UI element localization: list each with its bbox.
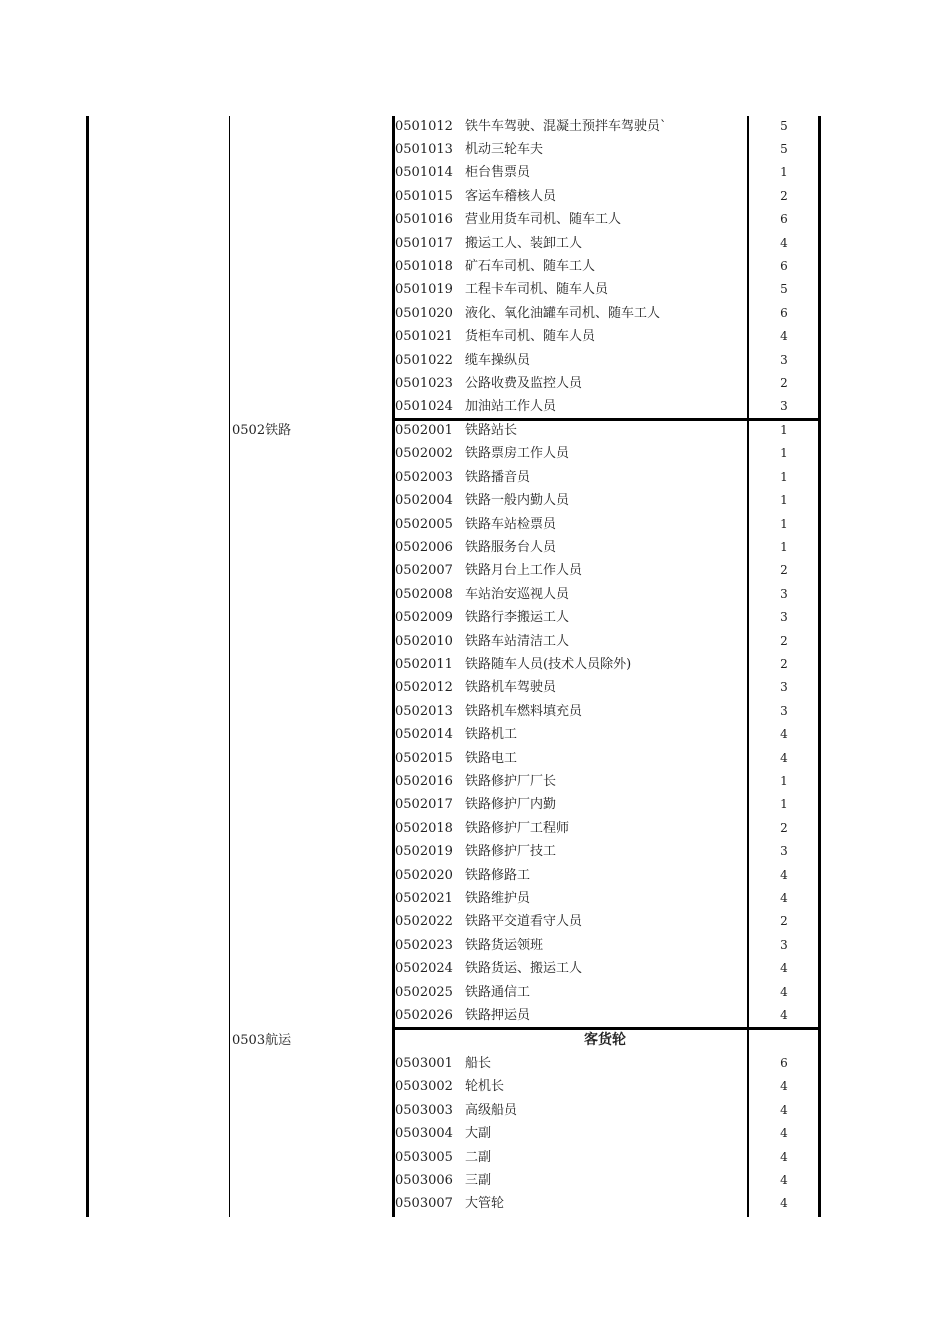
occupation-name: 铁路修路工 [465, 867, 531, 883]
occupation-code: 0502005 [395, 516, 453, 532]
occupation-name: 轮机长 [465, 1079, 505, 1095]
table-row [0, 676, 950, 699]
occupation-code: 0502006 [395, 540, 453, 555]
occupation-name: 铁路修护厂工程师 [465, 820, 570, 836]
occupation-code: 0502022 [395, 914, 453, 930]
table-row [0, 115, 950, 138]
risk-level: 5 [780, 141, 788, 156]
table-row [0, 747, 950, 770]
table-row [0, 161, 950, 184]
occupation-name: 铁路修护厂内勤 [465, 797, 557, 813]
risk-level: 1 [780, 423, 788, 437]
table-row [0, 1146, 950, 1169]
table-row [0, 372, 950, 395]
risk-level: 2 [780, 188, 788, 203]
risk-level: 4 [780, 961, 788, 976]
occupation-name: 铁路押运员 [465, 1008, 531, 1023]
occupation-name: 铁路车站检票员 [465, 516, 557, 532]
occupation-name: 铁路货运领班 [465, 937, 544, 953]
occupation-name: 二副 [465, 1149, 492, 1165]
table-row [0, 1075, 950, 1098]
table-row [0, 1004, 950, 1027]
occupation-code: 0502026 [395, 1008, 453, 1023]
risk-level: 1 [780, 446, 788, 461]
table-row [0, 793, 950, 816]
table-row [0, 887, 950, 910]
table-row [0, 981, 950, 1004]
occupation-code: 0503007 [395, 1196, 453, 1212]
risk-level: 3 [780, 844, 788, 859]
occupation-code: 0502004 [395, 493, 453, 509]
occupation-name: 货柜车司机、随车人员 [465, 329, 596, 345]
occupation-name: 公路收费及监控人员 [465, 375, 583, 391]
risk-level: 2 [780, 914, 788, 929]
table-row [0, 583, 950, 606]
occupation-name: 铁路车站清洁工人 [465, 633, 570, 649]
table-row [0, 723, 950, 746]
risk-level: 1 [780, 797, 788, 812]
occupation-name: 高级船员 [465, 1102, 518, 1118]
occupation-code: 0502016 [395, 774, 453, 789]
table-row [0, 1099, 950, 1122]
risk-level: 2 [780, 633, 788, 648]
occupation-code: 0503001 [395, 1056, 453, 1071]
risk-level: 3 [780, 399, 788, 414]
occupation-code: 0502015 [395, 750, 453, 766]
risk-level: 6 [780, 1056, 788, 1070]
risk-level: 4 [780, 1126, 788, 1141]
risk-level: 4 [780, 727, 788, 742]
occupation-code: 0502010 [395, 633, 453, 649]
risk-level: 3 [780, 586, 788, 601]
table-row [0, 817, 950, 840]
risk-level: 4 [780, 235, 788, 250]
table-row [0, 325, 950, 348]
risk-level: 1 [780, 493, 788, 508]
risk-level: 2 [780, 375, 788, 390]
table-row [0, 302, 950, 325]
occupation-name: 铁路机车燃料填充员 [465, 703, 583, 719]
table-row [0, 255, 950, 278]
table-row [0, 1192, 950, 1215]
table-row [0, 910, 950, 933]
table-row [0, 466, 950, 489]
occupation-name: 加油站工作人员 [465, 399, 557, 415]
risk-level: 4 [780, 1196, 788, 1211]
table-row [0, 559, 950, 582]
section-subheading: 客货轮 [584, 1032, 626, 1048]
risk-level: 4 [780, 750, 788, 765]
occupation-code: 0501023 [395, 375, 453, 391]
category-label: 0503航运 [232, 1033, 292, 1048]
occupation-code: 0501022 [395, 352, 453, 368]
risk-level: 2 [780, 563, 788, 578]
occupation-code: 0502025 [395, 984, 453, 1000]
occupation-name: 矿石车司机、随车工人 [465, 258, 596, 274]
risk-level: 4 [780, 984, 788, 999]
table-row [0, 349, 950, 372]
table-row [0, 957, 950, 980]
risk-level: 3 [780, 610, 788, 625]
occupation-code: 0501012 [395, 118, 453, 134]
table-row [0, 395, 950, 418]
occupation-name: 营业用货车司机、随车工人 [465, 212, 622, 228]
occupation-name: 铁路一般内勤人员 [465, 493, 570, 509]
table-row [0, 934, 950, 957]
table-row [0, 1122, 950, 1145]
occupation-code: 0501016 [395, 212, 453, 228]
occupation-code: 0501017 [395, 235, 453, 251]
occupation-code: 0501018 [395, 258, 453, 274]
risk-level: 3 [780, 352, 788, 367]
table-row [0, 1169, 950, 1192]
occupation-name: 铁路电工 [465, 750, 518, 766]
risk-level: 3 [780, 703, 788, 718]
occupation-name: 铁路维护员 [465, 891, 531, 906]
risk-level: 4 [780, 1079, 788, 1094]
risk-level: 4 [780, 891, 788, 905]
occupation-name: 铁路货运、搬运工人 [465, 961, 583, 977]
occupation-code: 0503005 [395, 1149, 453, 1165]
risk-level: 4 [780, 329, 788, 344]
occupation-code: 0502024 [395, 961, 453, 977]
table-row [0, 840, 950, 863]
table-row [0, 770, 950, 793]
occupation-code: 0502020 [395, 867, 453, 883]
occupation-name: 柜台售票员 [465, 165, 531, 181]
occupation-code: 0501020 [395, 305, 453, 321]
occupation-code: 0502013 [395, 703, 453, 719]
occupation-name: 铁牛车驾驶、混凝土预拌车驾驶员` [465, 118, 667, 134]
occupation-name: 铁路修护厂技工 [465, 844, 557, 860]
occupation-name: 工程卡车司机、随车人员 [465, 282, 609, 298]
occupation-code: 0501021 [395, 329, 453, 345]
occupation-code: 0502003 [395, 469, 453, 485]
occupation-name: 铁路机工 [465, 727, 518, 743]
table-row [0, 232, 950, 255]
table-row [0, 653, 950, 676]
occupation-code: 0501019 [395, 282, 453, 298]
occupation-code: 0502019 [395, 844, 453, 860]
risk-level: 6 [780, 258, 788, 273]
table-row [0, 606, 950, 629]
occupation-code: 0502007 [395, 563, 453, 579]
risk-level: 4 [780, 1173, 788, 1187]
occupation-code: 0501024 [395, 399, 453, 415]
category-label: 0502铁路 [232, 423, 292, 438]
occupation-code: 0503006 [395, 1173, 453, 1188]
occupation-code: 0502001 [395, 423, 453, 438]
occupation-name: 铁路修护厂厂长 [465, 774, 557, 789]
risk-level: 4 [780, 1008, 788, 1022]
occupation-code: 0502012 [395, 680, 453, 696]
occupation-code: 0502023 [395, 937, 453, 953]
occupation-code: 0502014 [395, 727, 453, 743]
risk-level: 1 [780, 540, 788, 554]
risk-level: 5 [780, 282, 788, 297]
table-row [0, 1052, 950, 1075]
occupation-name: 船长 [465, 1056, 492, 1071]
risk-level: 3 [780, 937, 788, 952]
occupation-name: 机动三轮车夫 [465, 141, 544, 157]
occupation-name: 三副 [465, 1173, 492, 1188]
risk-level: 4 [780, 1149, 788, 1164]
occupation-name: 车站治安巡视人员 [465, 586, 570, 602]
occupation-name: 铁路月台上工作人员 [465, 563, 583, 579]
risk-level: 1 [780, 469, 788, 484]
risk-level: 2 [780, 820, 788, 835]
table-row [0, 536, 950, 559]
table-row [0, 513, 950, 536]
occupation-code: 0503002 [395, 1079, 453, 1095]
occupation-code: 0501015 [395, 188, 453, 204]
occupation-name: 铁路随车人员(技术人员除外) [465, 657, 632, 672]
occupation-code: 0502021 [395, 891, 453, 906]
risk-level: 6 [780, 305, 788, 320]
occupation-code: 0503003 [395, 1102, 453, 1118]
table-row [0, 630, 950, 653]
occupation-name: 铁路票房工作人员 [465, 446, 570, 462]
table-row [0, 278, 950, 301]
risk-level: 6 [780, 212, 788, 227]
occupation-name: 缆车操纵员 [465, 352, 531, 368]
table-row [0, 442, 950, 465]
table-row [0, 419, 950, 442]
occupation-code: 0502011 [395, 657, 453, 672]
risk-level: 4 [780, 867, 788, 882]
occupation-name: 大管轮 [465, 1196, 505, 1212]
occupation-code: 0502008 [395, 586, 453, 602]
occupation-name: 铁路通信工 [465, 984, 531, 1000]
occupation-name: 铁路站长 [465, 423, 518, 438]
risk-level: 3 [780, 680, 788, 695]
occupation-code: 0502002 [395, 446, 453, 462]
occupation-name: 铁路行李搬运工人 [465, 610, 570, 626]
occupation-name: 大副 [465, 1126, 492, 1142]
occupation-name: 液化、氧化油罐车司机、随车工人 [465, 305, 661, 321]
risk-level: 1 [780, 516, 788, 531]
occupation-code: 0502009 [395, 610, 453, 626]
occupation-code: 0502018 [395, 820, 453, 836]
occupation-code: 0503004 [395, 1126, 453, 1142]
risk-level: 1 [780, 774, 788, 788]
occupation-name: 铁路平交道看守人员 [465, 914, 583, 930]
table-row [0, 489, 950, 512]
occupation-code: 0502017 [395, 797, 453, 813]
table-row [0, 185, 950, 208]
table-row [0, 208, 950, 231]
risk-level: 2 [780, 657, 788, 671]
table-row [0, 864, 950, 887]
occupation-name: 铁路机车驾驶员 [465, 680, 557, 696]
occupation-name: 搬运工人、装卸工人 [465, 235, 583, 251]
occupation-name: 铁路播音员 [465, 469, 531, 485]
table-row [0, 138, 950, 161]
risk-level: 5 [780, 118, 788, 133]
risk-level: 1 [780, 165, 788, 180]
occupation-name: 铁路服务台人员 [465, 540, 557, 555]
table-row [0, 700, 950, 723]
occupation-name: 客运车稽核人员 [465, 188, 557, 204]
occupation-code: 0501013 [395, 141, 453, 157]
risk-level: 4 [780, 1102, 788, 1117]
occupation-code: 0501014 [395, 165, 453, 181]
